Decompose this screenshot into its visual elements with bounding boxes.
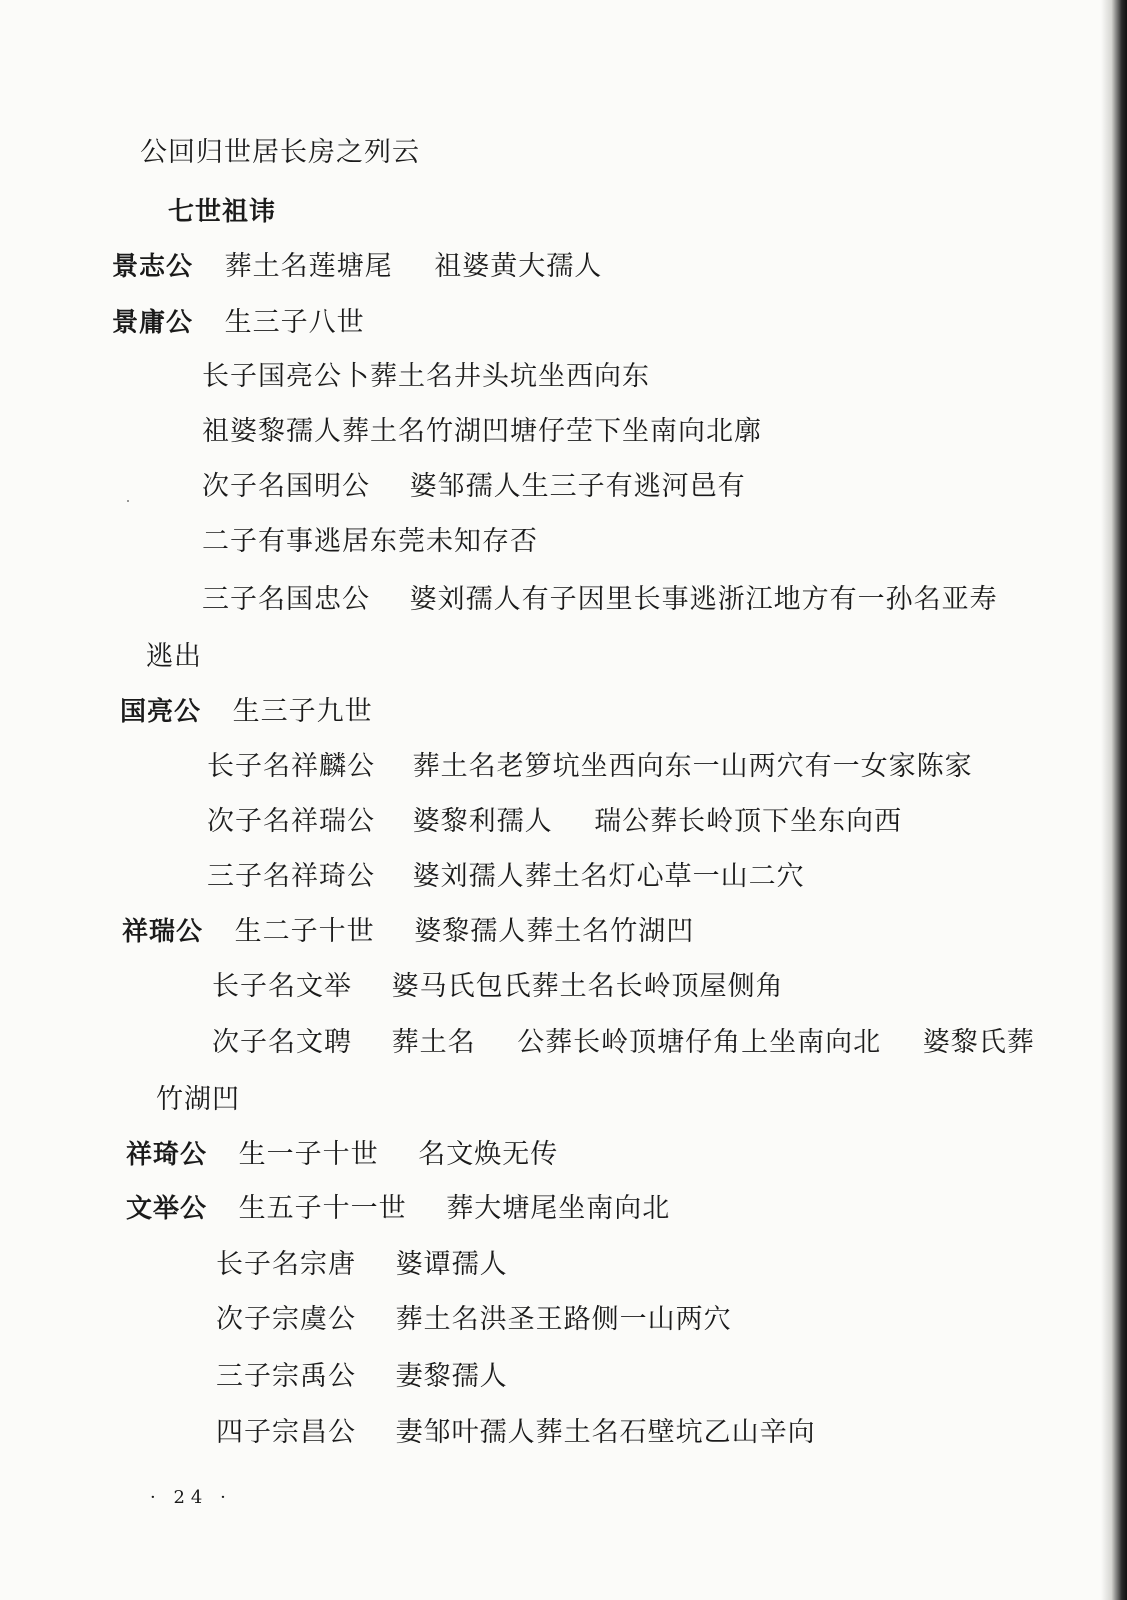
text-line <box>207 805 902 839</box>
ancestor-name: 景志公 <box>112 252 194 282</box>
text-line <box>216 1303 732 1337</box>
genealogy-entry <box>126 1192 670 1226</box>
line-text: 婆谭孺人 <box>395 1249 508 1280</box>
section-heading <box>168 195 276 229</box>
line-text: 婆刘孺人葬土名灯心草一山二穴 <box>412 861 805 892</box>
line-text: 妻邹叶孺人葬土名石壁坑乙山辛向 <box>395 1417 816 1448</box>
ancestor-name: 文举公 <box>126 1194 208 1224</box>
line-text: 长子国亮公卜葬土名井头坑坐西向东 <box>202 361 650 392</box>
line-text: 三子名祥琦公 <box>207 861 375 892</box>
genealogy-entry <box>126 1138 558 1172</box>
entry-text: 生三子九世 <box>232 696 373 727</box>
text-line <box>202 583 998 617</box>
entry-text: 生五子十一世 <box>238 1193 407 1224</box>
entry-text: 祖婆黄大孺人 <box>434 251 603 282</box>
line-text: 次子宗虞公 <box>216 1304 356 1335</box>
line-text: 婆黎氏葬 <box>922 1027 1035 1058</box>
line-text: 次子名国明公 <box>202 471 370 502</box>
line-text: 公葬长岭顶塘仔角上坐南向北 <box>517 1027 882 1058</box>
page-number: · 24 · <box>150 1487 232 1508</box>
text-line <box>207 750 973 784</box>
genealogy-entry <box>112 250 602 284</box>
line-text: 逃出 <box>146 641 202 672</box>
genealogy-entry <box>112 306 365 340</box>
text-line <box>212 970 784 1004</box>
text-line <box>212 1026 1035 1060</box>
text-line <box>202 360 650 394</box>
line-text: 次子名文聘 <box>212 1027 352 1058</box>
line-text: 长子名祥麟公 <box>207 751 375 782</box>
line-text: 祖婆黎孺人葬土名竹湖凹塘仔茔下坐南向北廓 <box>202 416 762 447</box>
line-text: 四子宗昌公 <box>216 1417 356 1448</box>
text-line <box>216 1248 508 1282</box>
line-text: 婆马氏包氏葬土名长岭顶屋侧角 <box>391 971 784 1002</box>
genealogy-entry <box>120 695 373 729</box>
scan-edge-shadow <box>1101 0 1127 1600</box>
text-line <box>202 415 762 449</box>
line-text: 长子名宗唐 <box>216 1249 356 1280</box>
line-text: 婆邹孺人生三子有逃河邑有 <box>409 471 746 502</box>
entry-text: 生一子十世 <box>238 1139 379 1170</box>
line-text: 次子名祥瑞公 <box>207 806 375 837</box>
entry-text: 葬土名莲塘尾 <box>224 251 393 282</box>
line-text: 二子有事逃居东莞未知存否 <box>202 526 538 557</box>
text-line <box>216 1416 816 1450</box>
entry-text: 婆黎孺人葬土名竹湖凹 <box>414 916 695 947</box>
text-line <box>156 1083 240 1117</box>
entry-text: 生三子八世 <box>224 307 365 338</box>
line-text: 葬土名老箩坑坐西向东一山两穴有一女家陈家 <box>412 751 973 782</box>
heading-text: 七世祖讳 <box>168 197 277 227</box>
entry-text: 葬大塘尾坐南向北 <box>446 1193 671 1224</box>
line-text: 葬土名 <box>391 1027 476 1058</box>
line-text: 瑞公葬长岭顶下坐东向西 <box>594 806 903 837</box>
line-text: 公回归世居长房之列云 <box>140 137 420 168</box>
text-line <box>202 470 746 504</box>
line-text: 妻黎孺人 <box>395 1361 508 1392</box>
entry-text: 生二子十世 <box>234 916 375 947</box>
text-line <box>216 1360 508 1394</box>
ancestor-name: 景庸公 <box>112 308 194 338</box>
entry-text: 名文焕无传 <box>418 1139 559 1170</box>
line-text: 婆黎利孺人 <box>412 806 553 837</box>
line-text: 三子宗禹公 <box>216 1361 356 1392</box>
genealogy-entry <box>122 915 694 949</box>
ancestor-name: 祥瑞公 <box>122 917 204 947</box>
text-line <box>146 640 202 674</box>
text-line <box>140 136 420 170</box>
ancestor-name: 国亮公 <box>120 697 202 727</box>
line-text: 竹湖凹 <box>156 1084 240 1115</box>
scan-speck <box>127 500 129 502</box>
line-text: 婆刘孺人有子因里长事逃浙江地方有一孙名亚寿 <box>409 584 998 615</box>
text-line <box>202 525 538 559</box>
line-text: 三子名国忠公 <box>202 584 370 615</box>
text-line <box>207 860 805 894</box>
line-text: 长子名文举 <box>212 971 352 1002</box>
ancestor-name: 祥琦公 <box>126 1140 208 1170</box>
line-text: 葬土名洪圣王路侧一山两穴 <box>395 1304 732 1335</box>
